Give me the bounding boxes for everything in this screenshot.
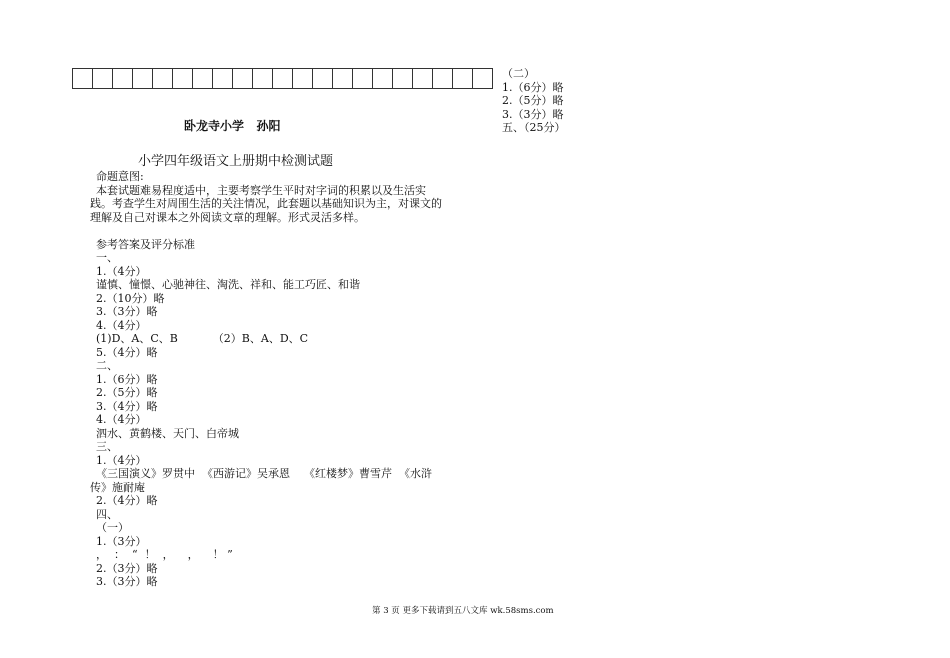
answer-text: 谨慎、憧憬、心驰神往、淘洗、祥和、能工巧匠、和谐: [96, 278, 360, 291]
section-heading: 四、: [96, 507, 118, 521]
school-name: 卧龙寺小学 孙阳: [184, 119, 281, 133]
answer-item: 2.（3分）略: [96, 561, 158, 575]
section-heading: 三、: [96, 440, 118, 453]
answer-item: 2.（5分）略: [502, 94, 564, 107]
section-heading: 二、: [96, 359, 118, 372]
page-title: 小学四年级语文上册期中检测试题: [138, 154, 334, 169]
intro-para-line: 理解及自己对课本之外阅读文章的理解。形式灵活多样。: [90, 210, 365, 224]
grid-cell: [353, 68, 373, 89]
answer-text: (1)D、A、C、B （2）B、A、D、C: [96, 332, 309, 345]
grid-cell: [73, 68, 93, 89]
grid-cell: [253, 68, 273, 89]
answers-heading: 参考答案及评分标准: [96, 237, 195, 251]
grid-cell: [473, 68, 493, 89]
answer-item: 1.（6分）略: [96, 372, 158, 386]
grid-cell: [113, 68, 133, 89]
grid-cell: [93, 68, 113, 89]
grid-cell: [293, 68, 313, 89]
grid-cell: [393, 68, 413, 89]
answer-item: 4.（4分）: [96, 413, 147, 426]
grid-cell: [433, 68, 453, 89]
intro-para-line: 践。考查学生对周围生活的关注情况，此套题以基础知识为主，对课文的: [90, 197, 442, 210]
grid-cell: [193, 68, 213, 89]
answer-item: 1.（4分）: [96, 264, 147, 278]
name-grid: [72, 68, 493, 89]
intro-label: 命题意图:: [96, 170, 144, 183]
subsection-heading: （一）: [96, 521, 129, 534]
grid-cell: [213, 68, 233, 89]
page-footer: 第 3 页 更多下载请到五八文库 wk.58sms.com: [372, 606, 554, 616]
answer-item: 3.（3分）略: [502, 107, 564, 121]
answer-item: 1.（6分）略: [502, 80, 564, 94]
grid-cell: [333, 68, 353, 89]
section-heading: 五、（25分）: [502, 121, 566, 134]
answer-item: 4.（4分）: [96, 318, 147, 332]
answer-item: 3.（3分）略: [96, 575, 158, 588]
answer-text: ， ： “ ！ ， ， ！ ”: [96, 548, 233, 561]
grid-cell: [413, 68, 433, 89]
grid-cell: [373, 68, 393, 89]
grid-cell: [273, 68, 293, 89]
answer-item: 3.（4分）略: [96, 399, 158, 413]
main-column: [90, 170, 476, 589]
answer-item: 2.（4分）略: [96, 494, 158, 507]
answer-item: 3.（3分）略: [96, 305, 158, 318]
section-heading: 一、: [96, 251, 118, 264]
subsection-heading: （二）: [502, 67, 535, 80]
answer-text: 《三国演义》罗贯中 《西游记》吴承恩 《红楼梦》曹雪芹 《水浒: [96, 467, 432, 480]
answer-text: 传》施耐庵: [90, 480, 145, 494]
grid-cell: [313, 68, 333, 89]
answer-item: 1.（3分）: [96, 534, 147, 548]
answer-item: 2.（5分）略: [96, 386, 158, 399]
answer-item: 1.（4分）: [96, 453, 147, 467]
grid-cell: [133, 68, 153, 89]
answer-item: 5.（4分）略: [96, 345, 158, 359]
right-column: [502, 67, 566, 135]
grid-cell: [153, 68, 173, 89]
answer-item: 2.（10分）略: [96, 291, 165, 305]
grid-cell: [453, 68, 473, 89]
grid-cell: [173, 68, 193, 89]
grid-cell: [233, 68, 253, 89]
intro-para-line: 本套试题难易程度适中，主要考察学生平时对字词的积累以及生活实: [96, 183, 426, 197]
answer-text: 泗水、黄鹤楼、天门、白帝城: [96, 426, 239, 440]
